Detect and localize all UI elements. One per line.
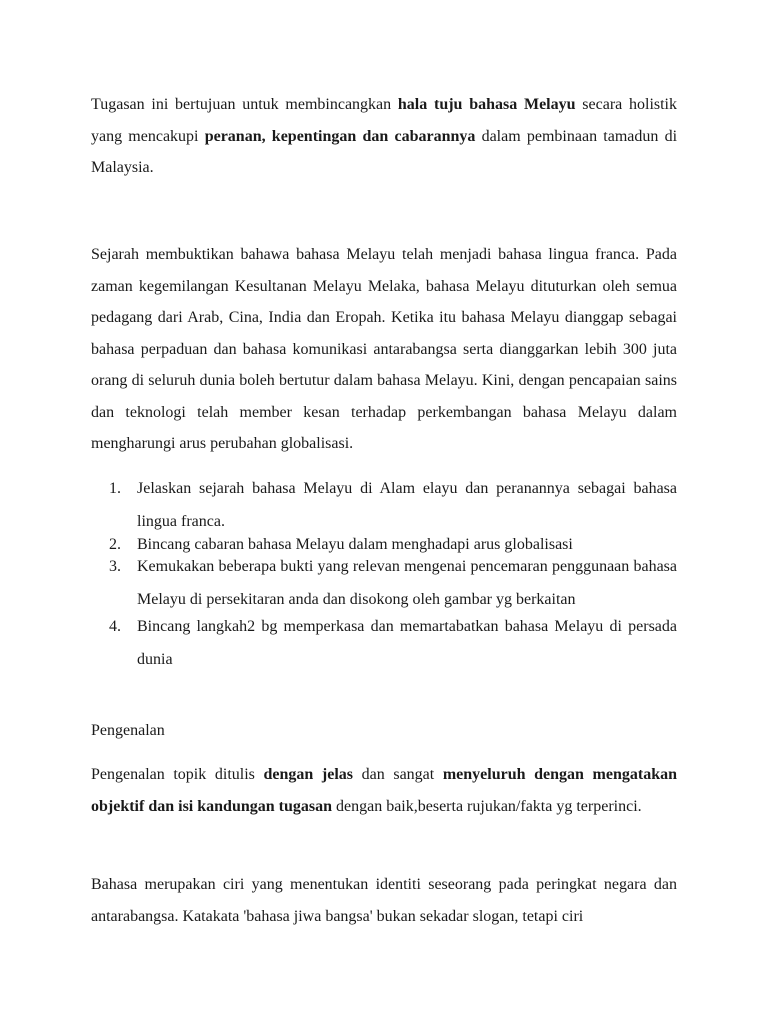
- intro-bold-1: hala tuju bahasa Melayu: [397, 96, 576, 113]
- intro-text-1: Tugasan ini bertujuan untuk membincangkan: [91, 96, 398, 113]
- pengenalan-text-1: Pengenalan topik ditulis: [91, 766, 264, 783]
- pengenalan-text-2: dan sangat: [353, 766, 443, 783]
- task-number: 4.: [109, 618, 121, 635]
- task-text: Jelaskan sejarah bahasa Melayu di Alam elayu dan peranannya sebagai bahasa lingua franca.: [137, 480, 677, 530]
- intro-text-2: secara holistik yang mencakupi: [91, 96, 678, 145]
- history-paragraph: Sejarah membuktikan bahawa bahasa Melayu telah menjadi bahasa lingua franca. Pada zaman kegemilangan Kesultanan Melayu Melaka, bahasa Melayu dituturkan oleh semua pedagang dari Arab, Cina, India dan Eropah. Ketika itu bahasa Melayu dianggap sebagai bahasa perpaduan dan bahasa komunikasi antarabangsa serta dianggarkan lebih 300 juta orang di seluruh dunia boleh bertutur dalam bahasa Melayu. Kini, dengan pencapaian sains dan teknologi telah member kesan terhadap perkembangan bahasa Melayu dalam mengharungi arus perubahan globalisasi.: [91, 246, 677, 452]
- task-number: 2.: [109, 536, 121, 553]
- task-text: Bincang langkah2 bg memperkasa dan memartabatkan bahasa Melayu di persada dunia: [137, 618, 677, 668]
- task-text: Kemukakan beberapa bukti yang relevan mengenai pencemaran penggunaan bahasa Melayu di persekitaran anda dan disokong oleh gambar yg berkaitan: [137, 558, 677, 608]
- task-list: [91, 472, 677, 676]
- intro-paragraph: [91, 89, 677, 184]
- closing-paragraph: Bahasa merupakan ciri yang menentukan identiti seseorang pada peringkat negara dan antarabangsa. Katakata 'bahasa jiwa bangsa' bukan sekadar slogan, tetapi ciri: [91, 876, 677, 925]
- task-item-1: [91, 472, 677, 538]
- section-heading: Pengenalan: [91, 722, 165, 739]
- intro-text-3: dalam pembinaan tamadun di Malaysia.: [91, 127, 678, 176]
- task-text: Bincang cabaran bahasa Melayu dalam menghadapi arus globalisasi: [137, 536, 573, 553]
- pengenalan-bold-1: dengan jelas: [263, 766, 354, 783]
- intro-bold-2: peranan, kepentingan dan cabarannya: [204, 127, 476, 145]
- pengenalan-paragraph: [91, 759, 677, 822]
- task-item-4: [91, 610, 677, 676]
- pengenalan-text-3: dengan baik,beserta rujukan/fakta yg terperinci.: [331, 797, 642, 815]
- task-number: 3.: [109, 558, 121, 575]
- task-item-3: [91, 550, 677, 616]
- pengenalan-bold-2: menyeluruh dengan mengatakan objektif dan isi kandungan tugasan: [91, 766, 677, 815]
- task-number: 1.: [109, 480, 121, 497]
